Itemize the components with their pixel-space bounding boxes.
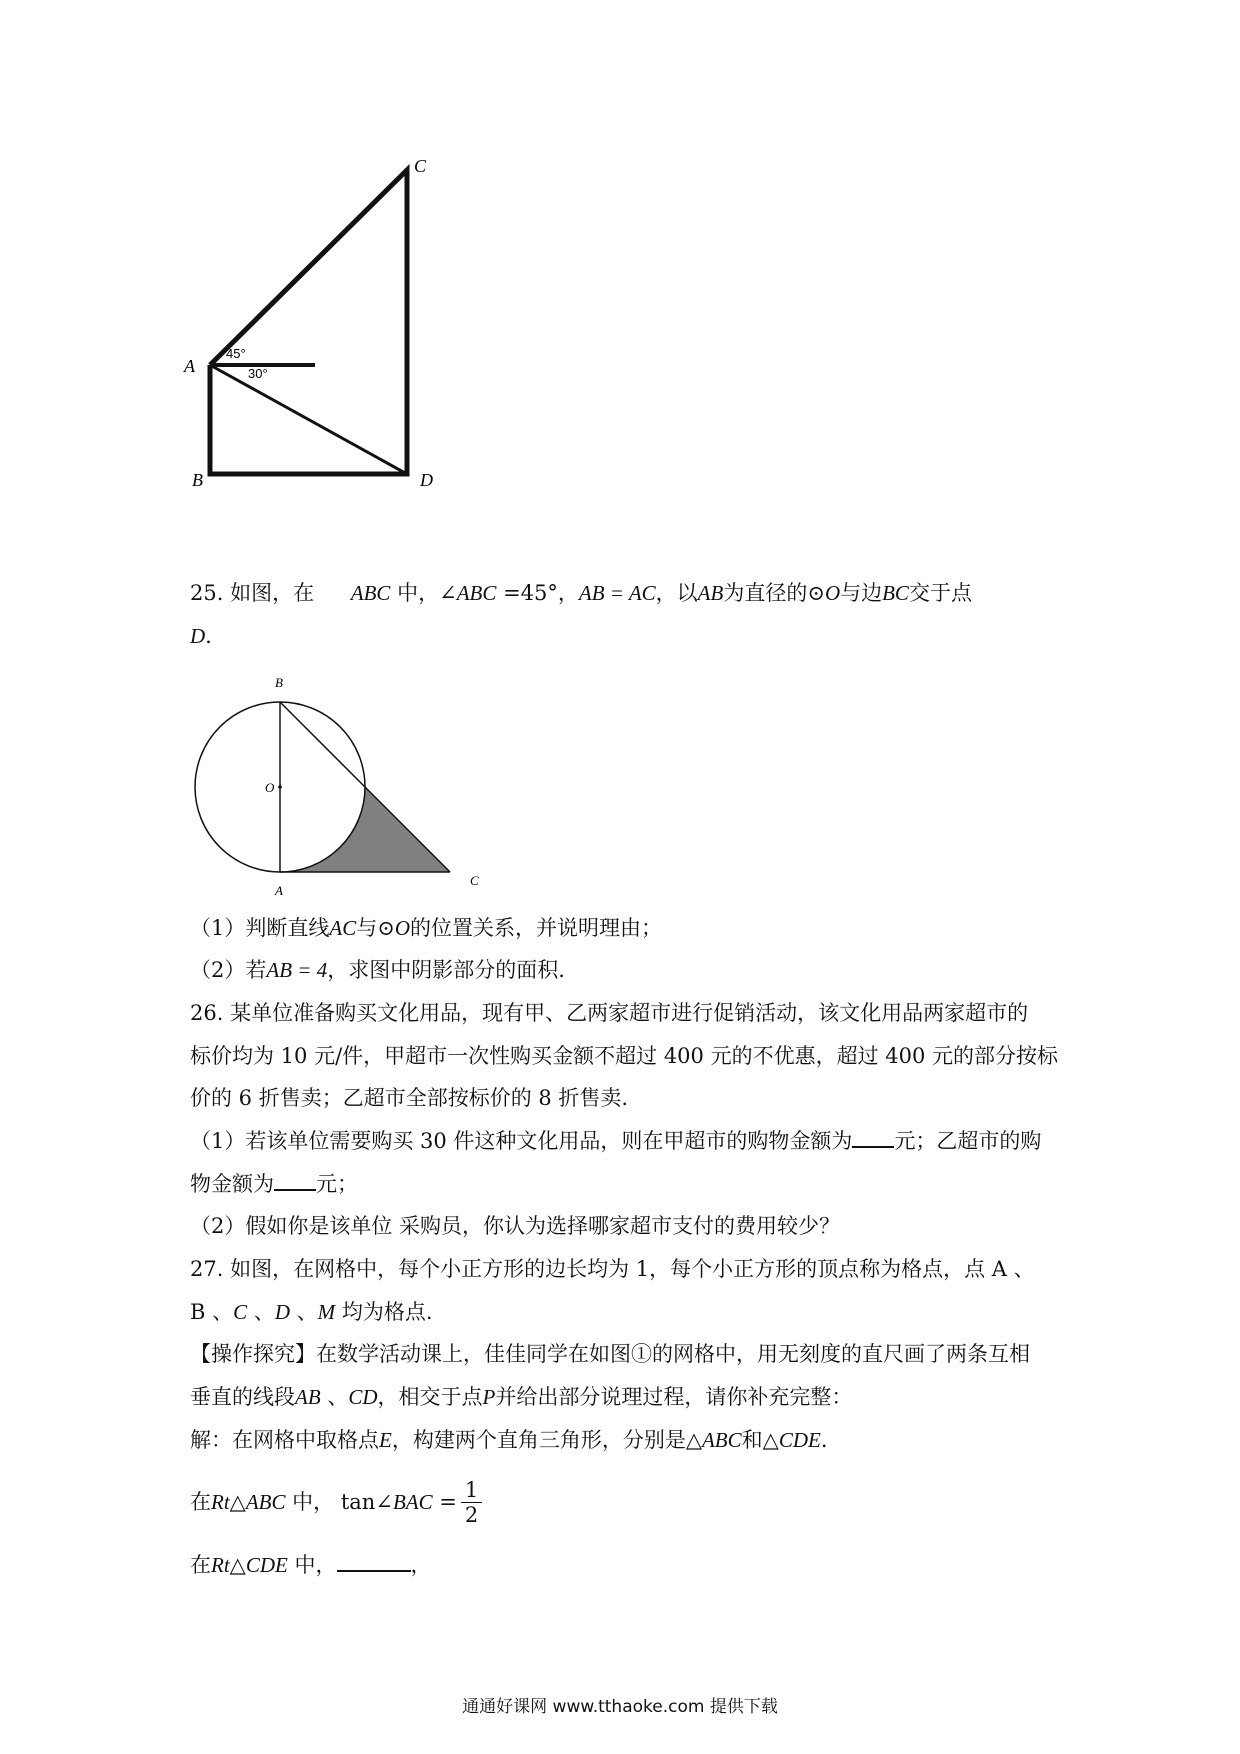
q25-equation: AB = AC [578, 581, 656, 605]
fraction-one-half [461, 1478, 482, 1527]
q26-line3: 价的 6 折售卖；乙超市全部按标价的 8 折售卖. [190, 1086, 629, 1110]
q26-p1d: 元； [316, 1172, 358, 1196]
label-b: B [192, 470, 203, 490]
q27-abc2: ABC [245, 1490, 286, 1515]
q27-m: M [317, 1300, 336, 1324]
q27-sep2: 、 [289, 1300, 318, 1324]
page-footer: 通通好课网 www.tthaoke.com 提供下载 [462, 1697, 778, 1717]
q27-d: D [274, 1300, 290, 1324]
q27-l5c: 和△ [741, 1428, 779, 1452]
line-ad [210, 365, 407, 474]
figure-q25 [185, 665, 485, 900]
q26-p1b: 元；乙超市的购 [894, 1129, 1042, 1153]
q25-p2-pre: （2）若 [190, 958, 267, 982]
label-d: D [420, 470, 433, 490]
q26-line2: 标价均为 10 元/件，甲超市一次性购买金额不超过 400 元的不优惠，超过 400 元的部分按标 [190, 1044, 1059, 1068]
label-a: A [184, 356, 195, 376]
q25-bc: BC [882, 581, 909, 605]
q27-line7 [190, 1555, 432, 1576]
q26-p1a: （1）若该单位需要购买 30 件这种文化用品，则在甲超市的购物金额为 [190, 1129, 853, 1153]
q25-p1-ac: AC [329, 916, 357, 940]
q25-p2-post: ，求图中阴影部分的面积. [327, 958, 565, 982]
q27-bac: BAC [392, 1490, 433, 1515]
label-c: C [414, 156, 427, 176]
q25-number: 25. 如图，在 [190, 581, 315, 605]
q27-sep3: 、 [320, 1385, 349, 1409]
q27-e: E [379, 1428, 392, 1452]
fig25-label-a: A [275, 883, 283, 898]
q25-p2-eq: AB = 4 [266, 958, 328, 982]
q27-cd: CD [348, 1385, 378, 1409]
q25-o: O [824, 581, 841, 605]
q27-l2b: 均为格点. [335, 1300, 433, 1324]
q25-text3: 为直径的⊙ [723, 581, 825, 605]
q27-c: C [233, 1300, 248, 1324]
q25-p1-post: 的位置关系，并说明理由； [410, 916, 662, 940]
q27-line3: 【操作探究】在数学活动课上，佳佳同学在如图①的网格中，用无刻度的直尺画了两条互相 [190, 1342, 1030, 1366]
q26-part2: （2）假如你是该单位 采购员，你认为选择哪家超市支付的费用较少？ [190, 1214, 841, 1238]
q27-sep1: 、 [247, 1300, 275, 1324]
q27-l5b: ，构建两个直角三角形，分别是△ [391, 1428, 702, 1452]
q25-p1-pre: （1）判断直线 [190, 916, 330, 940]
fig25-label-c: C [470, 873, 479, 888]
answer-blank-3[interactable] [337, 1570, 411, 1572]
q27-cde: CDE [778, 1428, 821, 1452]
q25-p1-o: O [394, 916, 410, 940]
q27-line1: 27. 如图，在网格中，每个小正方形的边长均为 1，每个小正方形的顶点称为格点，点 A 、 [190, 1257, 1035, 1281]
q25-text1: 中，∠ [390, 581, 457, 605]
q26-part1-line1 [190, 1131, 1041, 1152]
q27-line4 [190, 1387, 852, 1408]
q27-l5d: . [820, 1428, 828, 1452]
q27-l5a: 解：在网格中取格点 [190, 1428, 379, 1452]
angle-30-label: 30° [248, 366, 268, 381]
q27-l7c: 中， [287, 1553, 337, 1577]
q27-line6 [190, 1478, 482, 1527]
q27-l6d: = [432, 1490, 457, 1515]
q27-rt1: Rt [211, 1490, 230, 1515]
q25-part2 [190, 960, 565, 981]
q26-p1c: 物金额为 [190, 1172, 274, 1196]
q25-part1 [190, 918, 662, 939]
fig25-label-o: O [265, 780, 275, 795]
q25-p1-mid: 与⊙ [356, 916, 395, 940]
q27-l2a: B 、 [190, 1300, 234, 1324]
q27-l6a: 在 [190, 1490, 211, 1515]
figure-q24 [180, 150, 470, 500]
q27-l7a: 在 [190, 1553, 211, 1577]
q25-line2 [190, 626, 212, 647]
q27-l7d: ， [410, 1553, 432, 1577]
trapezoid-outline [210, 170, 407, 474]
q27-rt2: Rt [211, 1553, 230, 1577]
q25-angle-name: ABC [456, 581, 497, 605]
q27-l4a: 垂直的线段 [190, 1385, 295, 1409]
q25-dot: . [205, 624, 212, 648]
q25-angle-value: =45°， [496, 581, 579, 605]
q27-line2 [190, 1302, 433, 1323]
fraction-numerator: 1 [461, 1478, 482, 1503]
q25-d: D [190, 624, 206, 648]
q25-ab: AB [697, 581, 724, 605]
q25-triangle: ABC [350, 581, 391, 605]
q25-text5: 交于点 [908, 581, 972, 605]
q26-part1-line2 [190, 1174, 358, 1195]
q25-line1 [190, 583, 972, 604]
q27-l4c: 并给出部分说理过程，请你补充完整： [495, 1385, 853, 1409]
fig25-label-b: B [275, 675, 283, 690]
q27-l6c: 中， tan∠ [285, 1490, 393, 1515]
angle-45-label: 45° [226, 346, 246, 361]
q27-l7b: △ [229, 1553, 246, 1577]
fraction-denominator: 2 [464, 1503, 479, 1528]
q27-line5 [190, 1430, 828, 1451]
q27-l4b: ，相交于点 [377, 1385, 483, 1409]
q25-text4: 与边 [840, 581, 883, 605]
answer-blank-1[interactable] [852, 1146, 894, 1148]
q27-cde2: CDE [245, 1553, 288, 1577]
q27-ab: AB [295, 1385, 321, 1409]
answer-blank-2[interactable] [274, 1189, 316, 1191]
center-point [278, 785, 282, 789]
q27-abc: ABC [701, 1428, 742, 1452]
q27-l6b: △ [229, 1490, 246, 1515]
q25-text2: ，以 [655, 581, 698, 605]
q26-line1: 26. 某单位准备购买文化用品，现有甲、乙两家超市进行促销活动，该文化用品两家超市的 [190, 1001, 1029, 1025]
q27-p: P [482, 1385, 496, 1409]
